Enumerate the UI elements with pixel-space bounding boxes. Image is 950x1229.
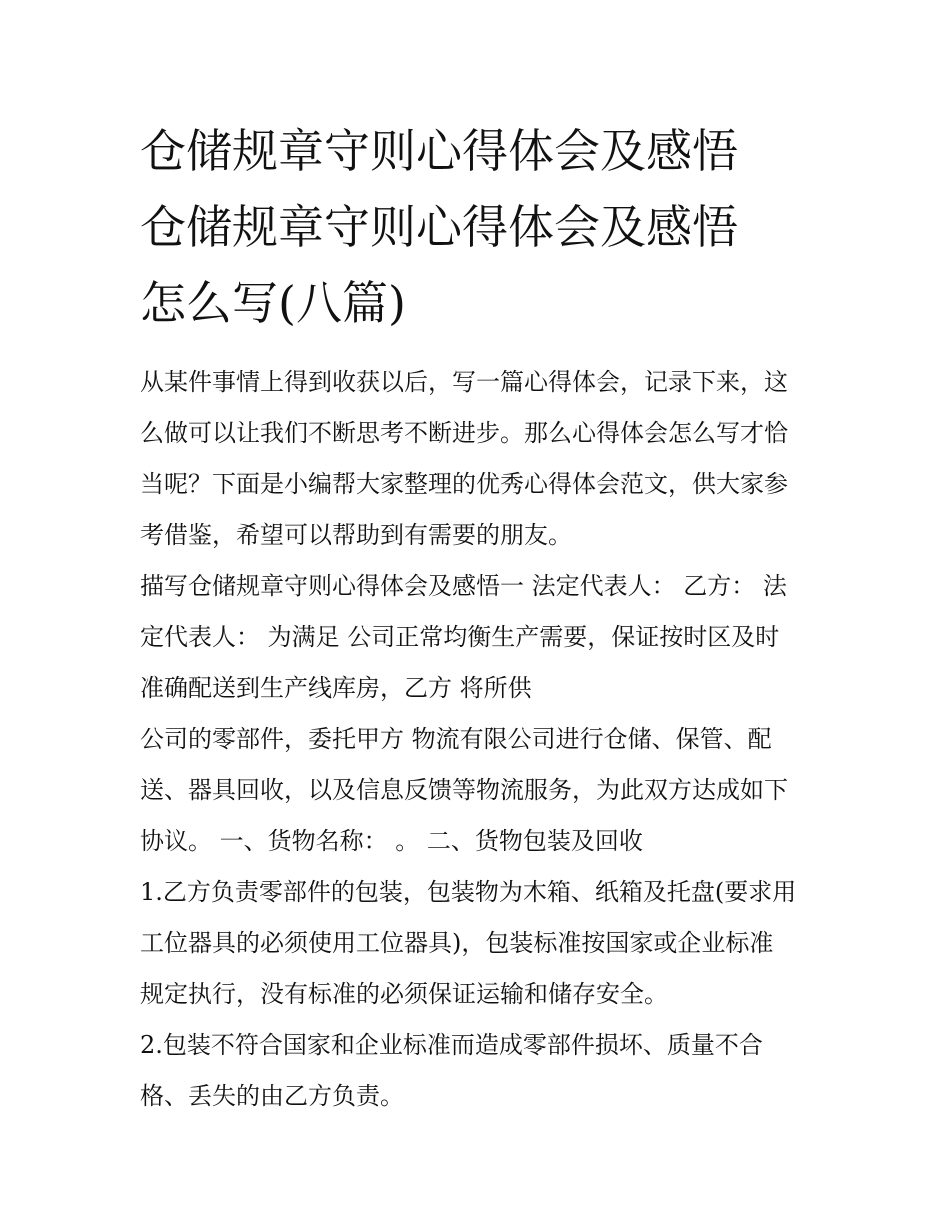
text-line: 描写仓储规章守则心得体会及感悟一 法定代表人： 乙方： 法 (140, 572, 787, 600)
text-line: 规定执行，没有标准的必须保证运输和储存安全。 (140, 980, 668, 1008)
text-line: 格、丢失的由乙方负责。 (140, 1082, 404, 1110)
text-line: 协议。 一、货物名称： 。 二、货物包装及回收 (140, 827, 643, 855)
text-line: 定代表人： 为满足 公司正常均衡生产需要，保证按时区及时 (140, 623, 780, 651)
text-line: 当呢？下面是小编帮大家整理的优秀心得体会范文，供大家参 (140, 470, 788, 498)
text-line: 送、器具回收，以及信息反馈等物流服务，为此双方达成如下 (140, 776, 788, 804)
text-line: 公司的零部件，委托甲方 物流有限公司进行仓储、保管、配 (140, 725, 772, 753)
document-title (140, 113, 820, 341)
text-line: 工位器具的必须使用工位器具)，包装标准按国家或企业标准 (140, 929, 774, 957)
title-line: 仓储规章守则心得体会及感悟 (140, 124, 738, 178)
contract-parties-paragraph (140, 561, 820, 714)
intro-paragraph (140, 357, 820, 561)
document-body (140, 357, 820, 1122)
text-line: 从某件事情上得到收获以后，写一篇心得体会，记录下来，这 (140, 368, 788, 396)
service-scope-paragraph (140, 714, 820, 867)
title-line: 仓储规章守则心得体会及感悟 (140, 200, 738, 254)
text-line: 么做可以让我们不断思考不断进步。那么心得体会怎么写才恰 (140, 419, 788, 447)
clause-1-paragraph (140, 867, 820, 1020)
text-line: 准确配送到生产线库房，乙方 将所供 (140, 674, 532, 702)
text-line: 1.乙方负责零部件的包装，包装物为木箱、纸箱及托盘(要求用 (140, 878, 797, 906)
title-line: 怎么写(八篇) (140, 276, 406, 330)
clause-2-paragraph (140, 1020, 820, 1122)
text-line: 考借鉴，希望可以帮助到有需要的朋友。 (140, 521, 572, 549)
text-line: 2.包装不符合国家和企业标准而造成零部件损坏、质量不合 (140, 1031, 763, 1059)
